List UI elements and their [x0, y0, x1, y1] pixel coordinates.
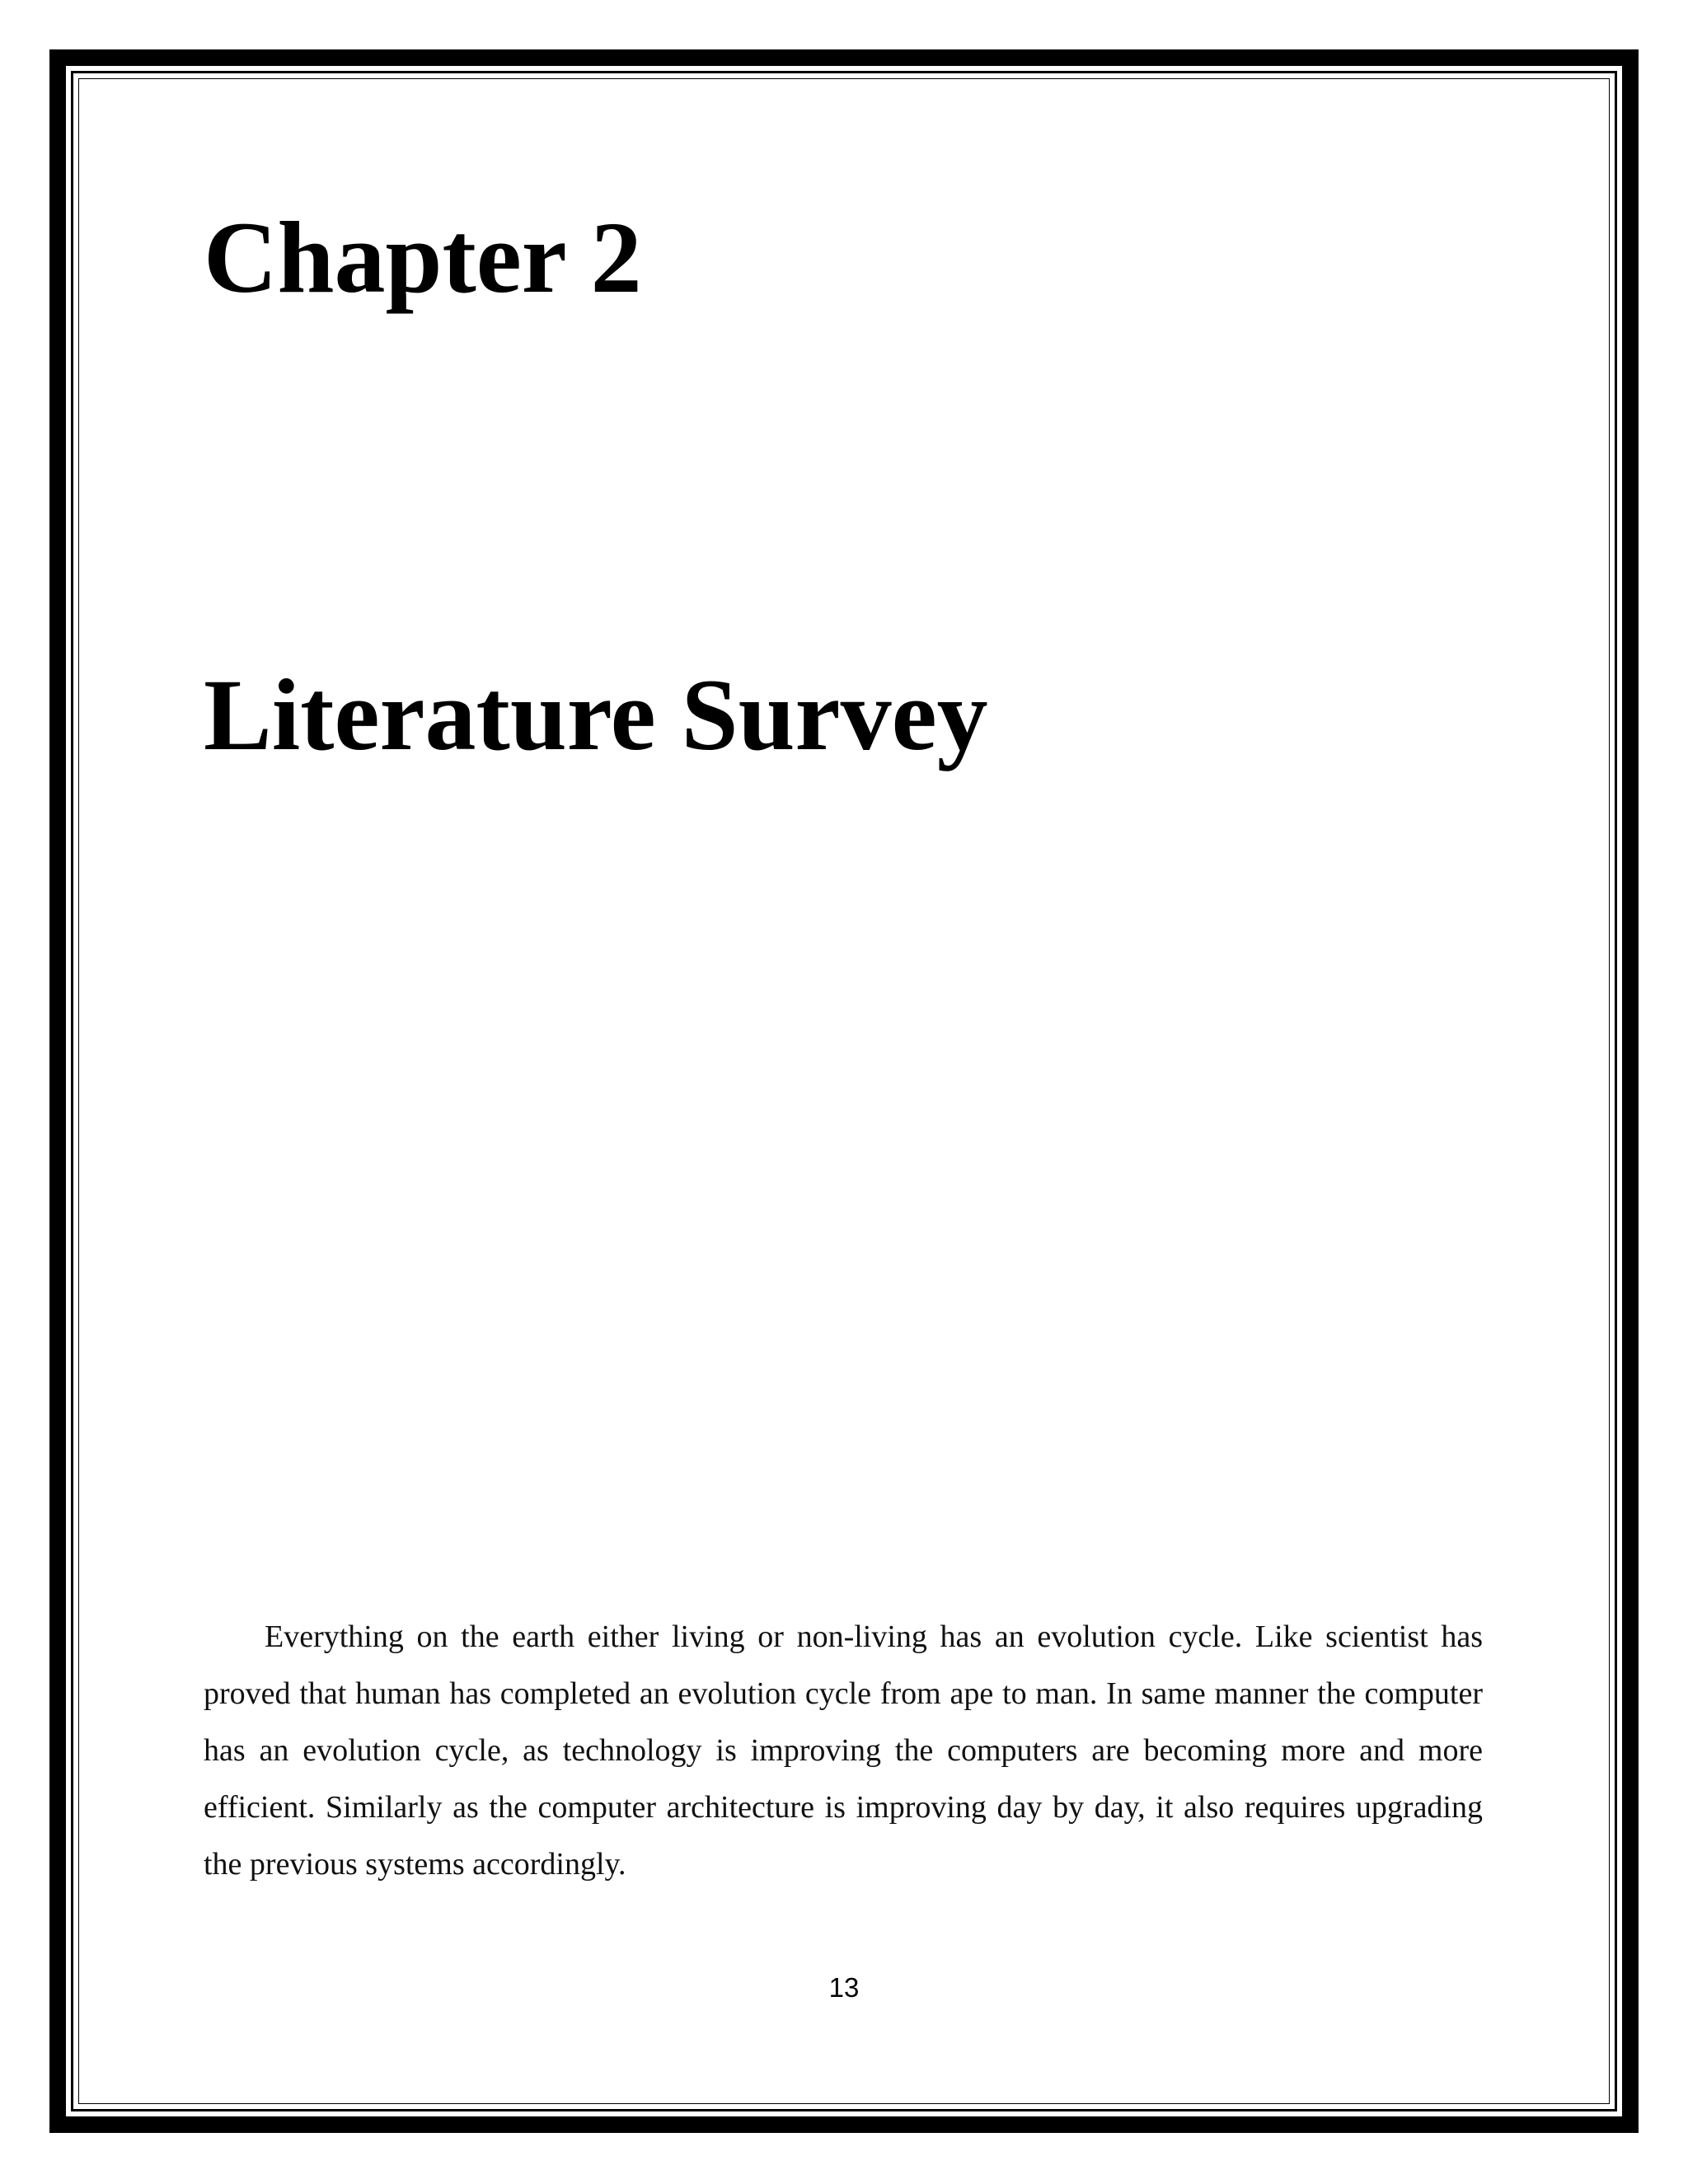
chapter-heading: Chapter 2 [204, 201, 642, 314]
page-number: 13 [828, 1972, 860, 2003]
chapter-title: Literature Survey [204, 658, 988, 771]
body-paragraph: Everything on the earth either living or non-living has an evolution cycle. Like scientist has proved that human has completed an evolution cycle from ape to man. In same manner the computer has an evolution cycle, as technology is improving the computers are becoming more and more efficient. Similarly as the computer architecture is improving day by day, it also requires upgrading the previous systems accordingly. [204, 1619, 1483, 1882]
